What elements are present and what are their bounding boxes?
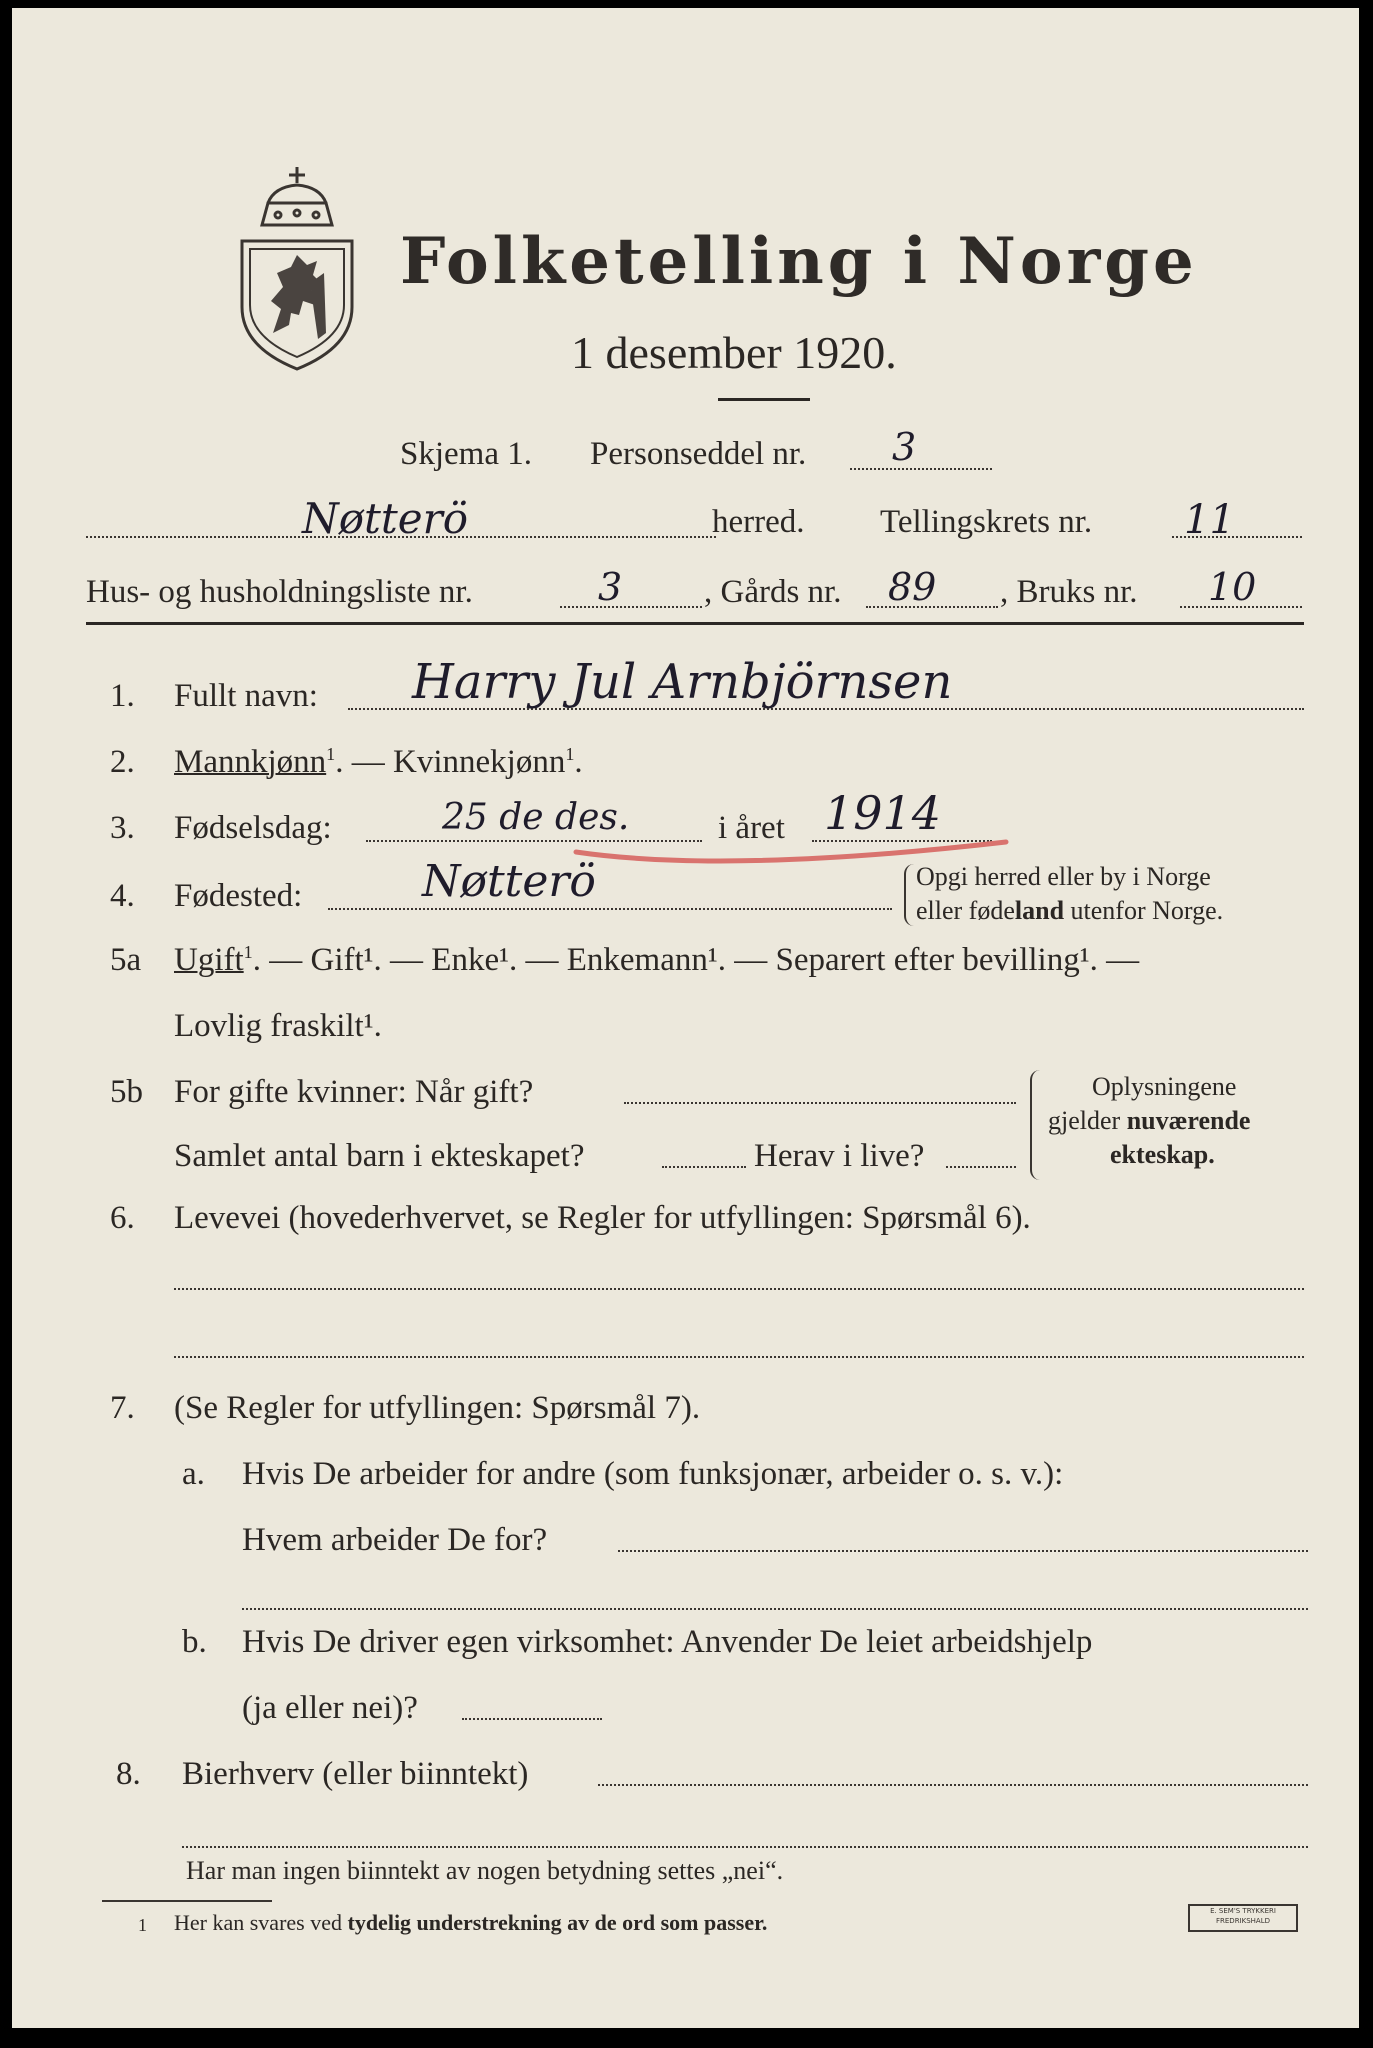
- q7a-line-1: [618, 1550, 1308, 1552]
- q6-line-2: [174, 1356, 1304, 1358]
- gards-value: 89: [888, 565, 937, 609]
- herred-label: herred.: [712, 504, 805, 540]
- personseddel-value: 3: [892, 425, 917, 469]
- footnote-text-b: tydelig understrekning av de ord som passer.: [347, 1910, 768, 1935]
- q7b-line: [462, 1718, 602, 1720]
- q8-line-1: [598, 1784, 1308, 1786]
- q4-number: 4.: [110, 878, 135, 914]
- personseddel-label: Personseddel nr.: [590, 436, 807, 472]
- q4-note-2b: land: [1014, 896, 1065, 925]
- q4-brace: [904, 864, 916, 926]
- q7b-sub: (ja eller nei)?: [242, 1690, 418, 1726]
- q5b-number: 5b: [110, 1074, 143, 1110]
- q1-number: 1.: [110, 678, 135, 714]
- birth-year-value: 1914: [824, 786, 942, 840]
- personseddel-line: [850, 468, 992, 470]
- q6-text: Levevei (hovederhvervet, se Regler for utfyllingen: Spørsmål 6).: [174, 1200, 1031, 1236]
- q5b-brace: [1030, 1070, 1042, 1180]
- husliste-value: 3: [598, 565, 623, 609]
- option-ugift: Ugift: [174, 942, 244, 978]
- printer-name: E. SEM'S TRYKKERI: [1210, 1907, 1276, 1915]
- q7b-number: b.: [182, 1624, 207, 1660]
- footnote-text: [174, 1912, 767, 1934]
- q7-text: (Se Regler for utfyllingen: Spørsmål 7).: [174, 1390, 701, 1426]
- q5a-options: Ugift$^1$. — Gift¹. — Enke¹. — Enkemann¹. — Separert efter bevilling¹. —: [174, 942, 1140, 978]
- q4-line: [328, 908, 892, 910]
- q7a-number: a.: [182, 1456, 205, 1492]
- tellingskrets-label: Tellingskrets nr.: [880, 504, 1093, 540]
- q3-label: Fødselsdag:: [174, 810, 332, 846]
- q5b-married-line: [624, 1102, 1016, 1104]
- q5b-note-2b: nuværende: [1126, 1106, 1251, 1135]
- form-title: Folketelling i Norge: [400, 224, 1198, 299]
- herred-value: Nøtterö: [302, 494, 469, 543]
- q5b-note-2: [1048, 1108, 1250, 1134]
- year-label: i året: [718, 810, 785, 846]
- footnote-number: 1: [138, 1915, 147, 1935]
- printer-city: FREDRIKSHALD: [1215, 1917, 1270, 1925]
- q7-number: 7.: [110, 1390, 135, 1426]
- q4-label: Fødested:: [174, 878, 303, 914]
- birthdate-value: 25 de des.: [442, 797, 630, 838]
- q2-options: Mannkjønn$^1$. — Kvinnekjønn$^1$.: [174, 744, 583, 780]
- husliste-line: [560, 606, 702, 608]
- bruks-value: 10: [1208, 565, 1257, 609]
- q4-note-1: Opgi herred eller by i Norge: [916, 862, 1211, 891]
- q5b-alive-line: [946, 1166, 1016, 1168]
- footer-note: Har man ingen biinntekt av nogen betydning settes „nei“.: [186, 1856, 784, 1885]
- q5b-note-3: ekteskap.: [1110, 1140, 1215, 1169]
- q2-number: 2.: [110, 744, 135, 780]
- q8-text: Bierhverv (eller biinntekt): [182, 1756, 529, 1792]
- footnote-rule: [102, 1900, 272, 1902]
- q7b-text: Hvis De driver egen virksomhet: Anvender De leiet arbeidshjelp: [242, 1624, 1093, 1660]
- q5b-line2b: Herav i live?: [754, 1138, 925, 1174]
- q4-note-2c: utenfor Norge.: [1064, 896, 1224, 925]
- q7a-sub: Hvem arbeider De for?: [242, 1522, 548, 1558]
- birthplace-value: Nøtterö: [422, 856, 596, 907]
- q5a-line2: Lovlig fraskilt¹.: [174, 1008, 382, 1044]
- q2-end: .: [574, 744, 583, 780]
- gards-label: , Gårds nr.: [704, 574, 842, 610]
- q6-line-1: [174, 1288, 1304, 1290]
- q5b-line1: For gifte kvinner: Når gift?: [174, 1074, 534, 1110]
- q4-note-2: [916, 898, 1223, 924]
- q5b-note-2a: gjelder: [1048, 1106, 1127, 1135]
- printer-stamp: [1188, 1904, 1298, 1932]
- q6-number: 6.: [110, 1200, 135, 1236]
- q4-note-2a: eller føde: [916, 896, 1015, 925]
- q5a-rest: . — Gift¹. — Enke¹. — Enkemann¹. — Separert efter bevilling¹. —: [252, 942, 1140, 978]
- schema-label: Skjema 1.: [400, 436, 532, 472]
- q8-number: 8.: [116, 1756, 141, 1792]
- husliste-label: Hus- og husholdningsliste nr.: [86, 574, 473, 610]
- q1-label: Fullt navn:: [174, 678, 318, 714]
- q7a-line-2: [242, 1608, 1308, 1610]
- q5b-note-1: Oplysningene: [1092, 1072, 1237, 1101]
- q5b-children-line: [662, 1166, 746, 1168]
- census-form-page: [12, 8, 1359, 2028]
- tellingskrets-value: 11: [1184, 497, 1235, 543]
- full-name-value: Harry Jul Arnbjörnsen: [412, 654, 953, 710]
- coat-of-arms-icon: [228, 163, 366, 373]
- q3-number: 3.: [110, 810, 135, 846]
- q5a-number: 5a: [110, 942, 142, 978]
- q5b-line2a: Samlet antal barn i ekteskapet?: [174, 1138, 585, 1174]
- q2-separator: . —: [335, 744, 393, 780]
- title-rule: [718, 398, 810, 401]
- header-divider: [86, 622, 1304, 625]
- option-female: Kvinnekjønn: [393, 744, 566, 780]
- census-date: 1 desember 1920.: [571, 327, 897, 378]
- q8-line-2: [182, 1846, 1308, 1848]
- bruks-label: , Bruks nr.: [1000, 574, 1138, 610]
- option-male: Mannkjønn: [174, 744, 327, 780]
- footnote-text-a: Her kan svares ved: [174, 1910, 348, 1935]
- q7a-text: Hvis De arbeider for andre (som funksjonær, arbeider o. s. v.):: [242, 1456, 1064, 1492]
